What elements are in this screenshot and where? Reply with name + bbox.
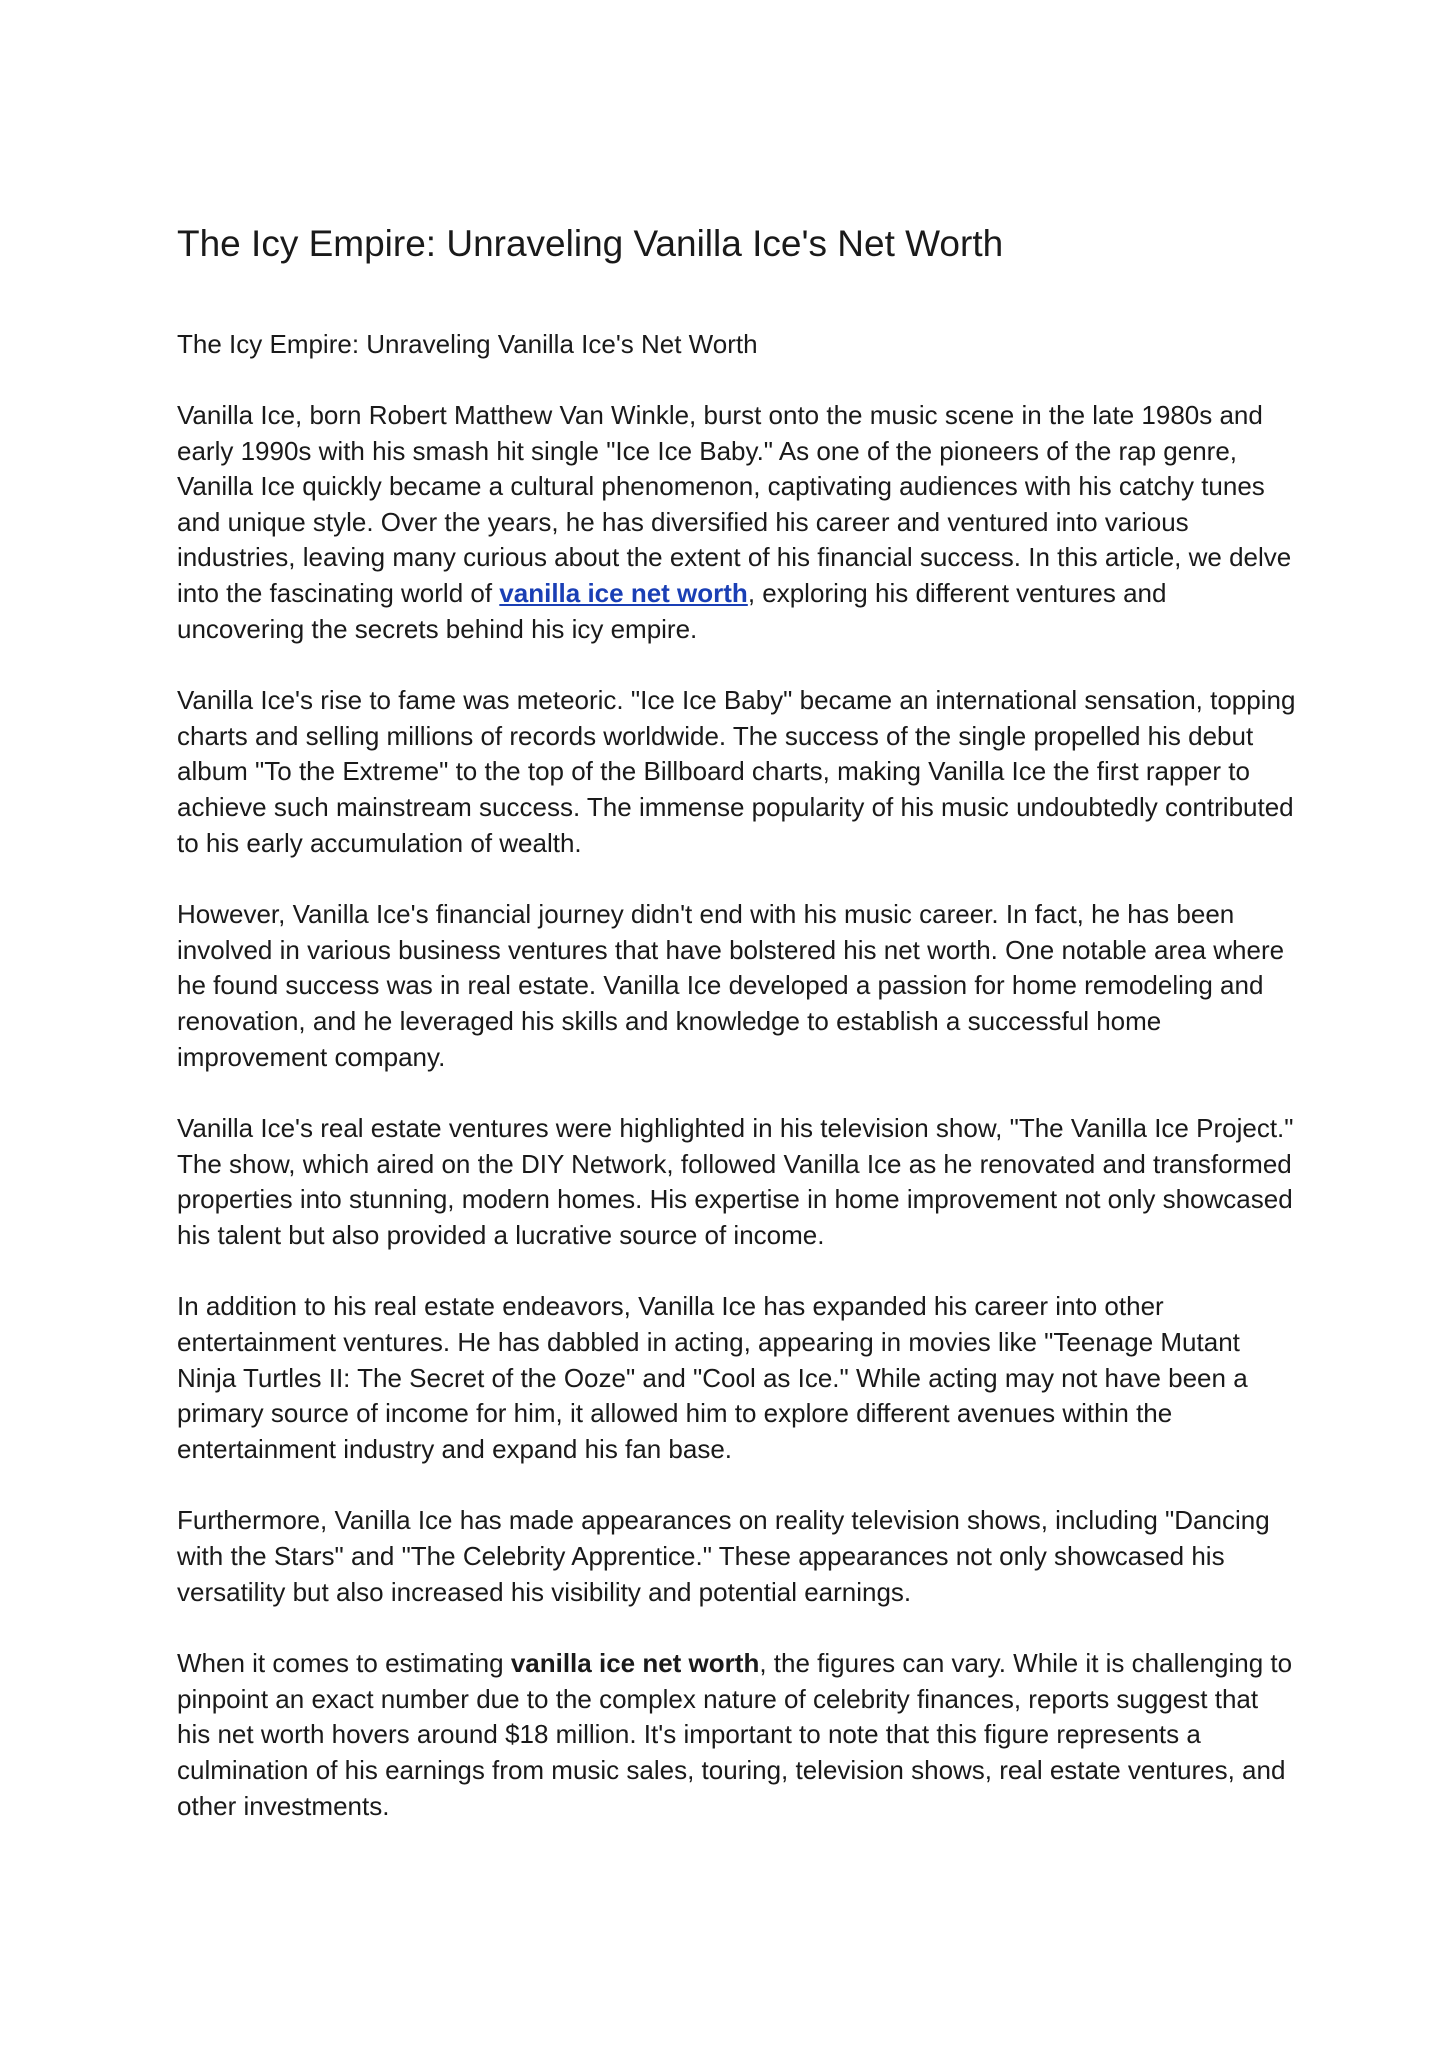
intro-text-before-link: Vanilla Ice, born Robert Matthew Van Winkle, burst onto the music scene in the late 1980s and early 1990s with his smash hit single "Ice Ice Baby." As one of the pioneers of the rap genre, Vanilla Ice quickly became a cultural phenomenon, captivating audiences with his catchy tunes and unique style. Over the years, he has diversified his career and ventured into various industries, leaving many curious about the extent of his financial success. In this article, we delve into the fascinating world of (177, 400, 1292, 608)
document-title: The Icy Empire: Unraveling Vanilla Ice's Net Worth (177, 223, 1004, 264)
closing-text-after-bold: , the figures can vary. While it is challenging to pinpoint an exact number due to the complex nature of celebrity finances, reports suggest that his net worth hovers around $18 million. It's important to note that this figure represents a culmination of his earnings from music sales, touring, television shows, real estate ventures, and other investments. (177, 1648, 1293, 1821)
net-worth-link[interactable]: vanilla ice net worth (499, 577, 748, 608)
document-subtitle: The Icy Empire: Unraveling Vanilla Ice's Net Worth (177, 329, 758, 359)
intro-text-after-link: , exploring his different ventures and uncovering the secrets behind his icy empire. (177, 577, 1167, 644)
paragraph-reality-tv: Furthermore, Vanilla Ice has made appearances on reality television shows, including "Dancing with the Stars" and "The Celebrity Apprentice." These appearances not only showcased his versatility but also increased his visibility and potential earnings. (177, 1505, 1270, 1607)
paragraph-real-estate-show: Vanilla Ice's real estate ventures were highlighted in his television show, "The Vanilla Ice Project." The show, which aired on the DIY Network, followed Vanilla Ice as he renovated and transformed properties into stunning, modern homes. His expertise in home improvement not only showcased his talent but also provided a lucrative source of income. (177, 1113, 1294, 1250)
paragraph-entertainment-ventures: In addition to his real estate endeavors, Vanilla Ice has expanded his career into other entertainment ventures. He has dabbled in acting, appearing in movies like "Teenage Mutant Ninja Turtles II: The Secret of the Ooze" and "Cool as Ice." While acting may not have been a primary source of income for him, it allowed him to explore different avenues within the entertainment industry and expand his fan base. (177, 1291, 1248, 1464)
document-page (177, 218, 1297, 1824)
paragraph-financial-journey: However, Vanilla Ice's financial journey didn't end with his music career. In fact, he has been involved in various business ventures that have bolstered his net worth. One notable area where he found success was in real estate. Vanilla Ice developed a passion for home remodeling and renovation, and he leveraged his skills and knowledge to establish a successful home improvement company. (177, 899, 1285, 1072)
closing-paragraph (177, 1646, 1297, 1824)
net-worth-keyword: vanilla ice net worth (510, 1648, 760, 1679)
paragraph-rise-to-fame: Vanilla Ice's rise to fame was meteoric. "Ice Ice Baby" became an international sensation, topping charts and selling millions of records worldwide. The success of the single propelled his debut album "To the Extreme" to the top of the Billboard charts, making Vanilla Ice the first rapper to achieve such mainstream success. The immense popularity of his music undoubtedly contributed to his early accumulation of wealth. (177, 685, 1296, 858)
intro-paragraph (177, 398, 1297, 647)
closing-text-before-bold: When it comes to estimating (177, 1648, 511, 1679)
